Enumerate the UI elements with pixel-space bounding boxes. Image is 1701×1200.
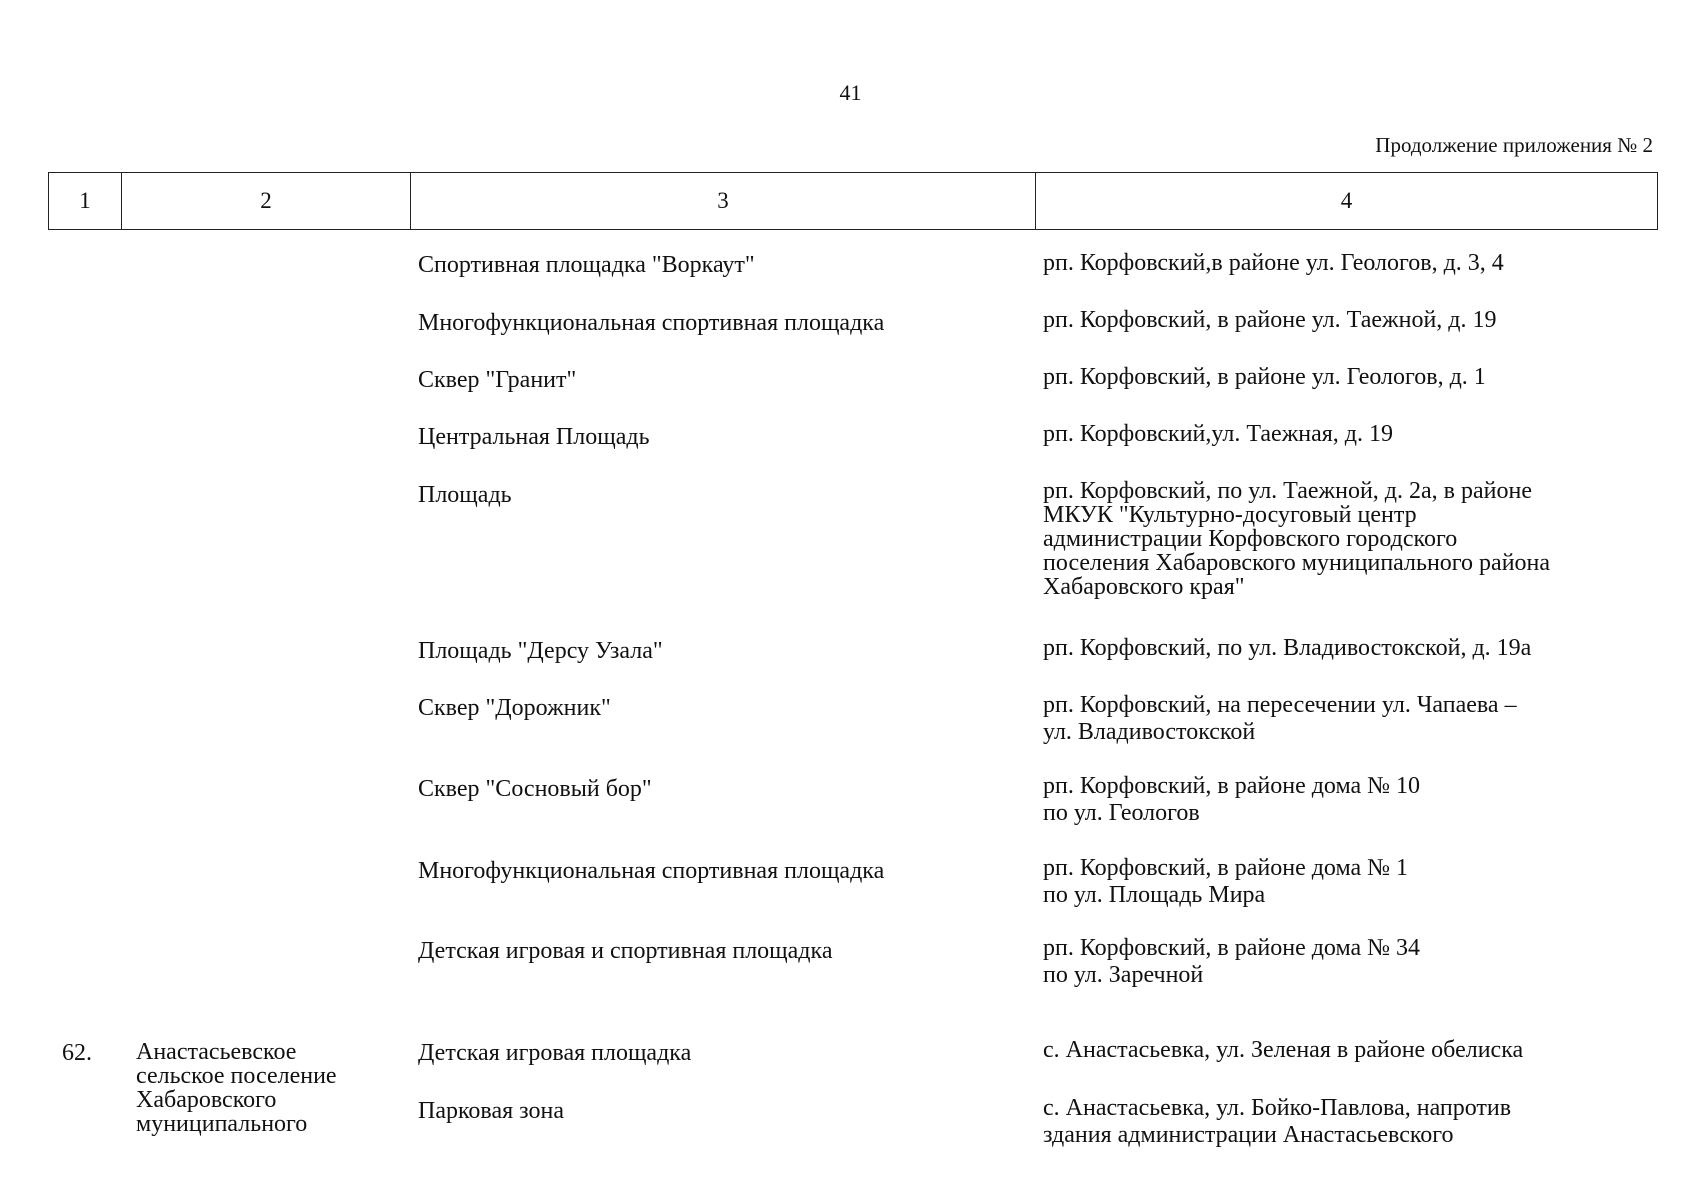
object-cell: Сквер "Сосновый бор" xyxy=(418,776,652,802)
address-cell: рп. Корфовский, на пересечении ул. Чапаева – ул. Владивостокской xyxy=(1043,692,1517,745)
table-header-row xyxy=(48,172,1658,230)
object-cell: Центральная Площадь xyxy=(418,424,650,450)
address-cell: рп. Корфовский, по ул. Владивостокской, д. 19а xyxy=(1043,635,1532,661)
address-cell: рп. Корфовский, в районе ул. Таежной, д. 19 xyxy=(1043,307,1497,333)
object-cell: Многофункциональная спортивная площадка xyxy=(418,858,885,884)
address-cell: рп. Корфовский, по ул. Таежной, д. 2а, в районе МКУК "Культурно-досуговый центр администрации Корфовского городского поселения Хабаровского муниципального района Хабаровского края" xyxy=(1043,478,1551,600)
object-cell: Детская игровая и спортивная площадка xyxy=(418,938,833,964)
object-cell: Площадь "Дерсу Узала" xyxy=(418,638,663,664)
address-cell: рп. Корфовский,в районе ул. Геологов, д. 3, 4 xyxy=(1043,250,1504,276)
address-cell: рп. Корфовский, в районе ул. Геологов, д. 1 xyxy=(1043,364,1486,390)
row-number-cell: 62. xyxy=(62,1040,92,1066)
header-cell-4: 4 xyxy=(1340,188,1353,213)
object-cell: Многофункциональная спортивная площадка xyxy=(418,310,885,336)
object-cell: Спортивная площадка "Воркаут" xyxy=(418,252,755,278)
object-cell: Детская игровая площадка xyxy=(418,1040,692,1066)
address-cell: рп. Корфовский, в районе дома № 10 по ул. Геологов xyxy=(1043,773,1421,826)
header-cell-1: 1 xyxy=(49,173,122,229)
address-cell: с. Анастасьевка, ул. Бойко-Павлова, напротив здания администрации Анастасьевского xyxy=(1043,1095,1512,1148)
object-cell: Площадь xyxy=(418,482,512,508)
object-cell: Парковая зона xyxy=(418,1098,564,1124)
settlement-cell: Анастасьевское сельское поселение Хабаровского муниципального xyxy=(136,1039,337,1137)
address-cell: с. Анастасьевка, ул. Зеленая в районе обелиска xyxy=(1043,1037,1524,1063)
address-cell: рп. Корфовский, в районе дома № 1 по ул. Площадь Мира xyxy=(1043,855,1409,908)
address-cell: рп. Корфовский,ул. Таежная, д. 19 xyxy=(1043,421,1394,447)
address-cell: рп. Корфовский, в районе дома № 34 по ул. Заречной xyxy=(1043,935,1421,988)
continuation-label: Продолжение приложения № 2 xyxy=(1375,133,1653,157)
object-cell: Сквер "Дорожник" xyxy=(418,695,611,721)
object-cell: Сквер "Гранит" xyxy=(418,367,577,393)
header-cell-3: 3 xyxy=(411,173,1036,229)
page-number: 41 xyxy=(839,80,862,105)
header-cell-2: 2 xyxy=(122,173,411,229)
